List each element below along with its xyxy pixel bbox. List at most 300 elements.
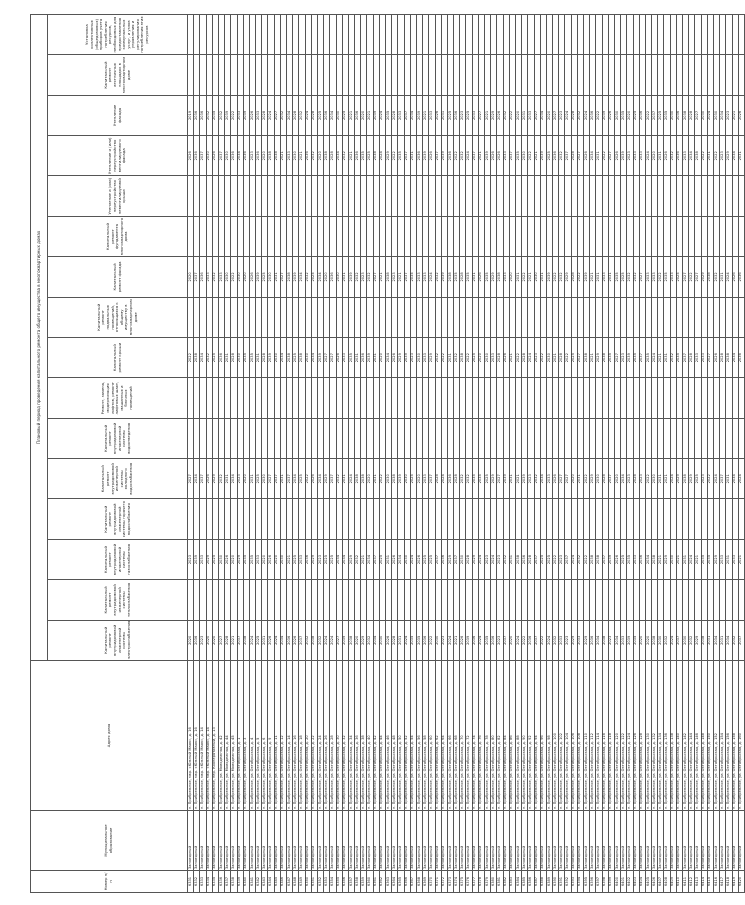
row-year-cell: 2031 xyxy=(249,459,255,499)
row-year-cell: 2027 xyxy=(707,338,713,378)
row-municipality: Заполярный xyxy=(584,811,590,871)
row-year-cell: 2032 xyxy=(577,95,583,135)
row-year-cell: 2036 xyxy=(355,95,361,135)
row-year-cell: 2024 xyxy=(478,620,484,660)
row-year-cell: 2036 xyxy=(491,620,497,660)
row-municipality: Заполярный xyxy=(683,811,689,871)
row-year-cell: 2033 xyxy=(633,539,639,579)
row-address: п. Прибрежное, ул. Октябрьская, д. 152 xyxy=(713,661,719,811)
row-year-cell: 2035 xyxy=(243,539,249,579)
row-year-cell: 2026 xyxy=(497,136,503,176)
row-year-cell: 2031 xyxy=(355,338,361,378)
row-number: 6350 xyxy=(305,871,311,893)
row-year-cell: 2028 xyxy=(262,95,268,135)
row-year-cell: 2037 xyxy=(565,539,571,579)
row-year-cell: 2025 xyxy=(293,539,299,579)
row-year-cell: 2029 xyxy=(565,257,571,297)
row-year-cell: 2020 xyxy=(614,459,620,499)
row-year-cell: 2036 xyxy=(256,136,262,176)
row-year-cell: 2022 xyxy=(466,338,472,378)
row-year-cell: 2028 xyxy=(559,338,565,378)
row-year-cell: 2023 xyxy=(559,539,565,579)
row-year-cell: 2031 xyxy=(515,257,521,297)
row-address: п. Прибрежное, ул. Октябрьская, д. 84 xyxy=(503,661,509,811)
row-year-cell: 2031 xyxy=(608,257,614,297)
row-year-cell: 2021 xyxy=(738,539,744,579)
row-year-cell: 2037 xyxy=(676,620,682,660)
row-year-cell: 2027 xyxy=(478,95,484,135)
row-year-cell: 2025 xyxy=(540,539,546,579)
row-number: 6365 xyxy=(398,871,404,893)
row-year-cell: 2035 xyxy=(664,257,670,297)
row-year-cell: 2033 xyxy=(645,257,651,297)
row-year-cell: 2026 xyxy=(311,459,317,499)
row-address: п. Прибрежное, ул. Октябрьская, д. 104 xyxy=(565,661,571,811)
row-municipality: Заполярный xyxy=(707,811,713,871)
row-year-cell: 2037 xyxy=(404,257,410,297)
row-address: п. Прибрежное, ул. Октябрьская, д. 48 xyxy=(392,661,398,811)
row-number: 6352 xyxy=(317,871,323,893)
row-year-cell: 2020 xyxy=(515,95,521,135)
row-address: п. Прибрежное, ул. Молодежная, д. 45 xyxy=(231,661,237,811)
row-year-cell: 2030 xyxy=(225,136,231,176)
row-year-cell: 2039 xyxy=(293,257,299,297)
row-year-cell xyxy=(738,499,744,539)
row-year-cell: 2021 xyxy=(528,257,534,297)
row-year-cell: 2038 xyxy=(602,620,608,660)
row-address: п. Прибрежное, ул. Октябрьская, д. 134 xyxy=(658,661,664,811)
row-year-cell: 2038 xyxy=(355,459,361,499)
row-year-cell: 2031 xyxy=(738,136,744,176)
row-year-cell: 2034 xyxy=(280,620,286,660)
row-number: 6332 xyxy=(194,871,200,893)
row-year-cell: 2030 xyxy=(652,459,658,499)
row-year-cell: 2037 xyxy=(608,459,614,499)
row-address: п. Прибрежное, ул. Октябрьская, д. 12 xyxy=(280,661,286,811)
row-number: 6363 xyxy=(386,871,392,893)
row-year-cell: 2026 xyxy=(584,136,590,176)
row-year-cell: 2039 xyxy=(441,136,447,176)
row-year-cell: 2028 xyxy=(392,95,398,135)
row-number: 6341 xyxy=(249,871,255,893)
row-year-cell: 2022 xyxy=(584,459,590,499)
row-year-cell: 2020 xyxy=(274,539,280,579)
row-year-cell: 2032 xyxy=(454,338,460,378)
row-year-cell: 2038 xyxy=(596,539,602,579)
row-number: 6417 xyxy=(720,871,726,893)
row-year-cell: 2039 xyxy=(584,257,590,297)
row-year-cell: 2034 xyxy=(713,620,719,660)
row-year-cell: 2025 xyxy=(695,459,701,499)
row-year-cell: 2038 xyxy=(652,539,658,579)
row-year-cell: 2030 xyxy=(379,620,385,660)
row-municipality: Заполярный xyxy=(732,811,738,871)
row-year-cell: 2039 xyxy=(627,338,633,378)
row-year-cell: 2023 xyxy=(188,539,194,579)
row-year-cell: 2021 xyxy=(658,338,664,378)
row-year-cell: 2022 xyxy=(454,136,460,176)
row-year-cell: 2028 xyxy=(460,257,466,297)
row-municipality: Заполярный xyxy=(478,811,484,871)
row-year-cell: 2024 xyxy=(515,620,521,660)
row-municipality: Заполярный xyxy=(565,811,571,871)
row-year-cell: 2020 xyxy=(243,257,249,297)
row-year-cell: 2036 xyxy=(194,95,200,135)
row-year-cell: 2032 xyxy=(206,338,212,378)
row-year-cell: 2036 xyxy=(522,539,528,579)
row-year-cell: 2024 xyxy=(466,136,472,176)
row-municipality: Заполярный xyxy=(416,811,422,871)
row-municipality: Заполярный xyxy=(491,811,497,871)
row-address: п. Прибрежное, ул. Октябрьская, д. 90 xyxy=(522,661,528,811)
row-number: 6346 xyxy=(280,871,286,893)
row-year-cell: 2030 xyxy=(336,95,342,135)
row-year-cell: 2030 xyxy=(683,620,689,660)
row-address: п. Прибрежное, ул. Октябрьская, д. 130 xyxy=(645,661,651,811)
row-year-cell: 2037 xyxy=(565,136,571,176)
row-address: п. Прибрежное, ул. Октябрьская, д. 118 xyxy=(608,661,614,811)
row-year-cell: 2020 xyxy=(627,95,633,135)
row-year-cell: 2036 xyxy=(441,539,447,579)
row-year-cell: 2032 xyxy=(534,459,540,499)
row-year-cell: 2035 xyxy=(454,257,460,297)
row-year-cell: 2025 xyxy=(256,459,262,499)
row-year-cell: 2027 xyxy=(274,95,280,135)
row-year-cell: 2027 xyxy=(330,338,336,378)
row-year-cell: 2027 xyxy=(534,95,540,135)
row-year-cell: 2034 xyxy=(720,95,726,135)
row-year-cell: 2024 xyxy=(441,459,447,499)
row-year-cell: 2031 xyxy=(472,257,478,297)
row-year-cell: 2033 xyxy=(670,257,676,297)
row-year-cell: 2026 xyxy=(608,95,614,135)
row-year-cell: 2037 xyxy=(639,338,645,378)
row-year-cell: 2026 xyxy=(188,136,194,176)
row-year-cell: 2029 xyxy=(726,136,732,176)
row-year-cell: 2020 xyxy=(188,257,194,297)
row-address: п. Прибрежное, ул. Октябрьская, д. 128 xyxy=(639,661,645,811)
row-year-cell: 2022 xyxy=(528,136,534,176)
row-year-cell: 2026 xyxy=(503,338,509,378)
row-address: п. Прибрежное, ул. Октябрьская, д. 78 xyxy=(485,661,491,811)
row-year-cell: 2034 xyxy=(540,459,546,499)
row-year-cell: 2037 xyxy=(720,459,726,499)
row-municipality: Заполярный xyxy=(571,811,577,871)
row-year-cell: 2032 xyxy=(367,257,373,297)
row-year-cell: 2022 xyxy=(540,620,546,660)
row-year-cell: 2023 xyxy=(726,95,732,135)
row-year-cell: 2026 xyxy=(732,257,738,297)
row-address: п. Прибрежное, ул. Октябрьская, д. 62 xyxy=(435,661,441,811)
row-year-cell: 2033 xyxy=(621,620,627,660)
row-year-cell: 2031 xyxy=(683,539,689,579)
row-year-cell: 2034 xyxy=(398,539,404,579)
row-municipality: Заполярный xyxy=(738,811,744,871)
row-year-cell: 2039 xyxy=(423,136,429,176)
row-year-cell: 2036 xyxy=(305,539,311,579)
row-year-cell: 2025 xyxy=(658,95,664,135)
row-year-cell: 2026 xyxy=(268,539,274,579)
row-number: 6392 xyxy=(565,871,571,893)
row-year-cell: 2028 xyxy=(311,95,317,135)
row-year-cell: 2022 xyxy=(689,257,695,297)
row-year-cell: 2029 xyxy=(689,459,695,499)
row-year-cell: 2036 xyxy=(590,620,596,660)
header-work-3: Капитальный ремонт внутридомовой инженерной системы газоснабжения xyxy=(48,539,188,579)
row-year-cell: 2032 xyxy=(460,136,466,176)
row-year-cell: 2022 xyxy=(305,459,311,499)
row-year-cell: 2035 xyxy=(664,95,670,135)
row-year-cell: 2038 xyxy=(652,620,658,660)
header-work-13: Утепление и (или) переустройство вентилируемого фасада xyxy=(48,136,188,176)
row-number: 6334 xyxy=(206,871,212,893)
row-year-cell: 2032 xyxy=(633,257,639,297)
row-year-cell: 2020 xyxy=(645,620,651,660)
row-number: 6408 xyxy=(664,871,670,893)
row-year-cell: 2021 xyxy=(287,539,293,579)
row-number: 6396 xyxy=(590,871,596,893)
row-municipality: Заполярный xyxy=(373,811,379,871)
row-year-cell: 2030 xyxy=(416,338,422,378)
row-number: 6358 xyxy=(355,871,361,893)
row-year-cell: 2029 xyxy=(695,620,701,660)
row-year-cell: 2024 xyxy=(379,136,385,176)
row-year-cell: 2031 xyxy=(540,257,546,297)
row-year-cell: 2026 xyxy=(249,95,255,135)
row-year-cell: 2033 xyxy=(299,539,305,579)
row-year-cell: 2021 xyxy=(423,95,429,135)
row-year-cell: 2032 xyxy=(664,620,670,660)
row-year-cell: 2032 xyxy=(305,257,311,297)
row-year-cell: 2021 xyxy=(590,338,596,378)
row-year-cell: 2038 xyxy=(392,459,398,499)
row-year-cell: 2036 xyxy=(231,136,237,176)
row-number: 6401 xyxy=(621,871,627,893)
row-year-cell: 2029 xyxy=(206,539,212,579)
row-year-cell: 2021 xyxy=(732,95,738,135)
row-municipality: Заполярный xyxy=(528,811,534,871)
row-municipality: Заполярный xyxy=(695,811,701,871)
row-number: 6416 xyxy=(713,871,719,893)
row-number: 6339 xyxy=(237,871,243,893)
row-year-cell: 2030 xyxy=(534,257,540,297)
row-number: 6403 xyxy=(633,871,639,893)
row-municipality: Заполярный xyxy=(633,811,639,871)
row-number: 6349 xyxy=(299,871,305,893)
row-year-cell: 2036 xyxy=(200,95,206,135)
row-year-cell: 2024 xyxy=(584,95,590,135)
row-municipality: Заполярный xyxy=(559,811,565,871)
row-year-cell: 2030 xyxy=(305,338,311,378)
row-year-cell: 2038 xyxy=(311,620,317,660)
row-year-cell: 2025 xyxy=(546,136,552,176)
row-year-cell: 2028 xyxy=(689,95,695,135)
row-municipality: Заполярный xyxy=(534,811,540,871)
row-address: п. Прибрежное, ул. Октябрьская, д. 122 xyxy=(621,661,627,811)
row-year-cell: 2038 xyxy=(299,338,305,378)
row-year-cell: 2035 xyxy=(410,620,416,660)
row-year-cell: 2032 xyxy=(336,459,342,499)
row-year-cell: 2022 xyxy=(565,338,571,378)
row-municipality: Заполярный xyxy=(355,811,361,871)
header-work-15: Капитальный ремонт лестничных площадок в многоквартирном доме xyxy=(48,55,188,95)
row-municipality: Заполярный xyxy=(460,811,466,871)
row-year-cell: 2035 xyxy=(398,136,404,176)
row-year-cell: 2036 xyxy=(287,620,293,660)
row-year-cell: 2029 xyxy=(237,539,243,579)
row-year-cell: 2030 xyxy=(658,620,664,660)
row-address: п. Прибрежное, ул. Октябрьская, д. 16 xyxy=(293,661,299,811)
row-year-cell: 2028 xyxy=(528,539,534,579)
row-year-cell: 2024 xyxy=(249,620,255,660)
row-year-cell: 2033 xyxy=(237,95,243,135)
row-year-cell: 2026 xyxy=(738,95,744,135)
row-municipality: Заполярный xyxy=(231,811,237,871)
row-municipality: Заполярный xyxy=(540,811,546,871)
row-year-cell: 2030 xyxy=(404,539,410,579)
row-year-cell: 2038 xyxy=(447,257,453,297)
row-year-cell: 2039 xyxy=(225,95,231,135)
row-year-cell: 2036 xyxy=(324,95,330,135)
row-year-cell: 2022 xyxy=(602,136,608,176)
row-municipality: Заполярный xyxy=(509,811,515,871)
row-address: п. Прибрежное, ул. Октябрьская, д. 54 xyxy=(410,661,416,811)
row-year-cell: 2028 xyxy=(435,459,441,499)
row-year-cell: 2038 xyxy=(194,338,200,378)
row-year-cell: 2032 xyxy=(553,620,559,660)
row-year-cell: 2027 xyxy=(577,338,583,378)
row-year-cell: 2029 xyxy=(398,338,404,378)
row-year-cell: 2039 xyxy=(268,338,274,378)
row-year-cell: 2033 xyxy=(639,136,645,176)
row-address: п. Прибрежное, ул. Октябрьская, д. 110 xyxy=(584,661,590,811)
row-municipality: Заполярный xyxy=(404,811,410,871)
row-year-cell: 2033 xyxy=(423,257,429,297)
row-year-cell: 2020 xyxy=(546,95,552,135)
row-year-cell: 2023 xyxy=(627,459,633,499)
row-municipality: Заполярный xyxy=(317,811,323,871)
row-year-cell: 2026 xyxy=(336,338,342,378)
row-address: п. Прибрежное, мкр. «Южный Маяк», д. 14 xyxy=(206,661,212,811)
row-year-cell: 2038 xyxy=(361,459,367,499)
row-year-cell: 2025 xyxy=(317,95,323,135)
row-year-cell: 2034 xyxy=(386,338,392,378)
row-municipality: Заполярный xyxy=(311,811,317,871)
row-address: п. Прибрежное, ул. Октябрьская, д. 4 xyxy=(249,661,255,811)
row-year-cell: 2020 xyxy=(355,620,361,660)
row-year-cell: 2036 xyxy=(738,338,744,378)
row-year-cell: 2033 xyxy=(423,338,429,378)
row-year-cell: 2022 xyxy=(553,539,559,579)
row-year-cell: 2020 xyxy=(509,620,515,660)
row-year-cell: 2029 xyxy=(472,539,478,579)
row-number: 6364 xyxy=(392,871,398,893)
header-group: Плановый период проведения капитального ремонта общего имущества в многоквартирных домах xyxy=(31,14,48,660)
row-year-cell: 2025 xyxy=(256,620,262,660)
row-address: п. Прибрежное, ул. Октябрьская, д. 142 xyxy=(683,661,689,811)
row-address: п. Прибрежное, ул. Октябрьская, д. 18 xyxy=(299,661,305,811)
row-year-cell: 2030 xyxy=(280,539,286,579)
row-year-cell: 2030 xyxy=(274,338,280,378)
row-number: 6340 xyxy=(243,871,249,893)
row-year-cell: 2025 xyxy=(262,257,268,297)
row-year-cell: 2037 xyxy=(738,620,744,660)
row-municipality: Заполярный xyxy=(441,811,447,871)
row-year-cell: 2035 xyxy=(249,539,255,579)
row-year-cell: 2022 xyxy=(596,95,602,135)
row-address: п. Прибрежное, ул. Молодежная, д. 42 xyxy=(218,661,224,811)
row-year-cell: 2028 xyxy=(231,338,237,378)
row-municipality: Заполярный xyxy=(485,811,491,871)
row-year-cell: 2026 xyxy=(293,620,299,660)
row-year-cell: 2032 xyxy=(212,257,218,297)
row-address: п. Прибрежное, ул. Октябрьская, д. 64 xyxy=(441,661,447,811)
row-address: п. Прибрежное, ул. Октябрьская, д. 116 xyxy=(602,661,608,811)
row-address: п. Прибрежное, ул. Октябрьская, д. 50 xyxy=(398,661,404,811)
row-address: п. Прибрежное, ул. Октябрьская, д. 94 xyxy=(534,661,540,811)
row-year-cell: 2024 xyxy=(670,620,676,660)
row-year-cell: 2025 xyxy=(423,539,429,579)
row-year-cell: 2033 xyxy=(503,257,509,297)
row-year-cell: 2037 xyxy=(330,459,336,499)
row-number: 6419 xyxy=(732,871,738,893)
row-number: 6402 xyxy=(627,871,633,893)
row-municipality: Заполярный xyxy=(608,811,614,871)
row-year-cell: 2022 xyxy=(515,338,521,378)
row-municipality: Заполярный xyxy=(472,811,478,871)
row-municipality: Заполярный xyxy=(324,811,330,871)
row-year-cell: 2026 xyxy=(713,338,719,378)
row-year-cell: 2037 xyxy=(454,539,460,579)
row-address: п. Прибрежное, ул. Октябрьская, д. 156 xyxy=(726,661,732,811)
row-year-cell: 2032 xyxy=(670,338,676,378)
row-year-cell: 2029 xyxy=(491,257,497,297)
row-year-cell: 2024 xyxy=(429,257,435,297)
row-number: 6344 xyxy=(268,871,274,893)
row-number: 6336 xyxy=(218,871,224,893)
row-number: 6389 xyxy=(546,871,552,893)
row-year-cell: 2030 xyxy=(225,257,231,297)
row-year-cell: 2023 xyxy=(441,620,447,660)
row-year-cell: 2021 xyxy=(478,136,484,176)
row-year-cell: 2027 xyxy=(373,257,379,297)
row-year-cell: 2026 xyxy=(392,539,398,579)
row-year-cell: 2025 xyxy=(447,95,453,135)
row-year-cell: 2039 xyxy=(503,459,509,499)
row-year-cell: 2025 xyxy=(324,539,330,579)
row-year-cell xyxy=(738,418,744,458)
row-address: п. Прибрежное, ул. Октябрьская, д. 72 xyxy=(466,661,472,811)
row-municipality: Заполярный xyxy=(602,811,608,871)
row-year-cell: 2025 xyxy=(379,539,385,579)
row-year-cell: 2039 xyxy=(540,136,546,176)
row-year-cell: 2023 xyxy=(392,257,398,297)
row-year-cell: 2035 xyxy=(249,338,255,378)
row-address: п. Прибрежное, ул. Октябрьская, д. 82 xyxy=(497,661,503,811)
row-number: 6385 xyxy=(522,871,528,893)
row-year-cell: 2032 xyxy=(218,95,224,135)
row-year-cell: 2037 xyxy=(194,257,200,297)
row-year-cell: 2033 xyxy=(398,95,404,135)
row-year-cell: 2034 xyxy=(621,459,627,499)
row-year-cell: 2031 xyxy=(658,459,664,499)
row-address: п. Прибрежное, ул. Октябрьская, д. 102 xyxy=(559,661,565,811)
row-municipality: Заполярный xyxy=(627,811,633,871)
row-year-cell: 2034 xyxy=(367,539,373,579)
row-municipality: Заполярный xyxy=(194,811,200,871)
row-municipality: Заполярный xyxy=(577,811,583,871)
row-year-cell: 2027 xyxy=(553,95,559,135)
